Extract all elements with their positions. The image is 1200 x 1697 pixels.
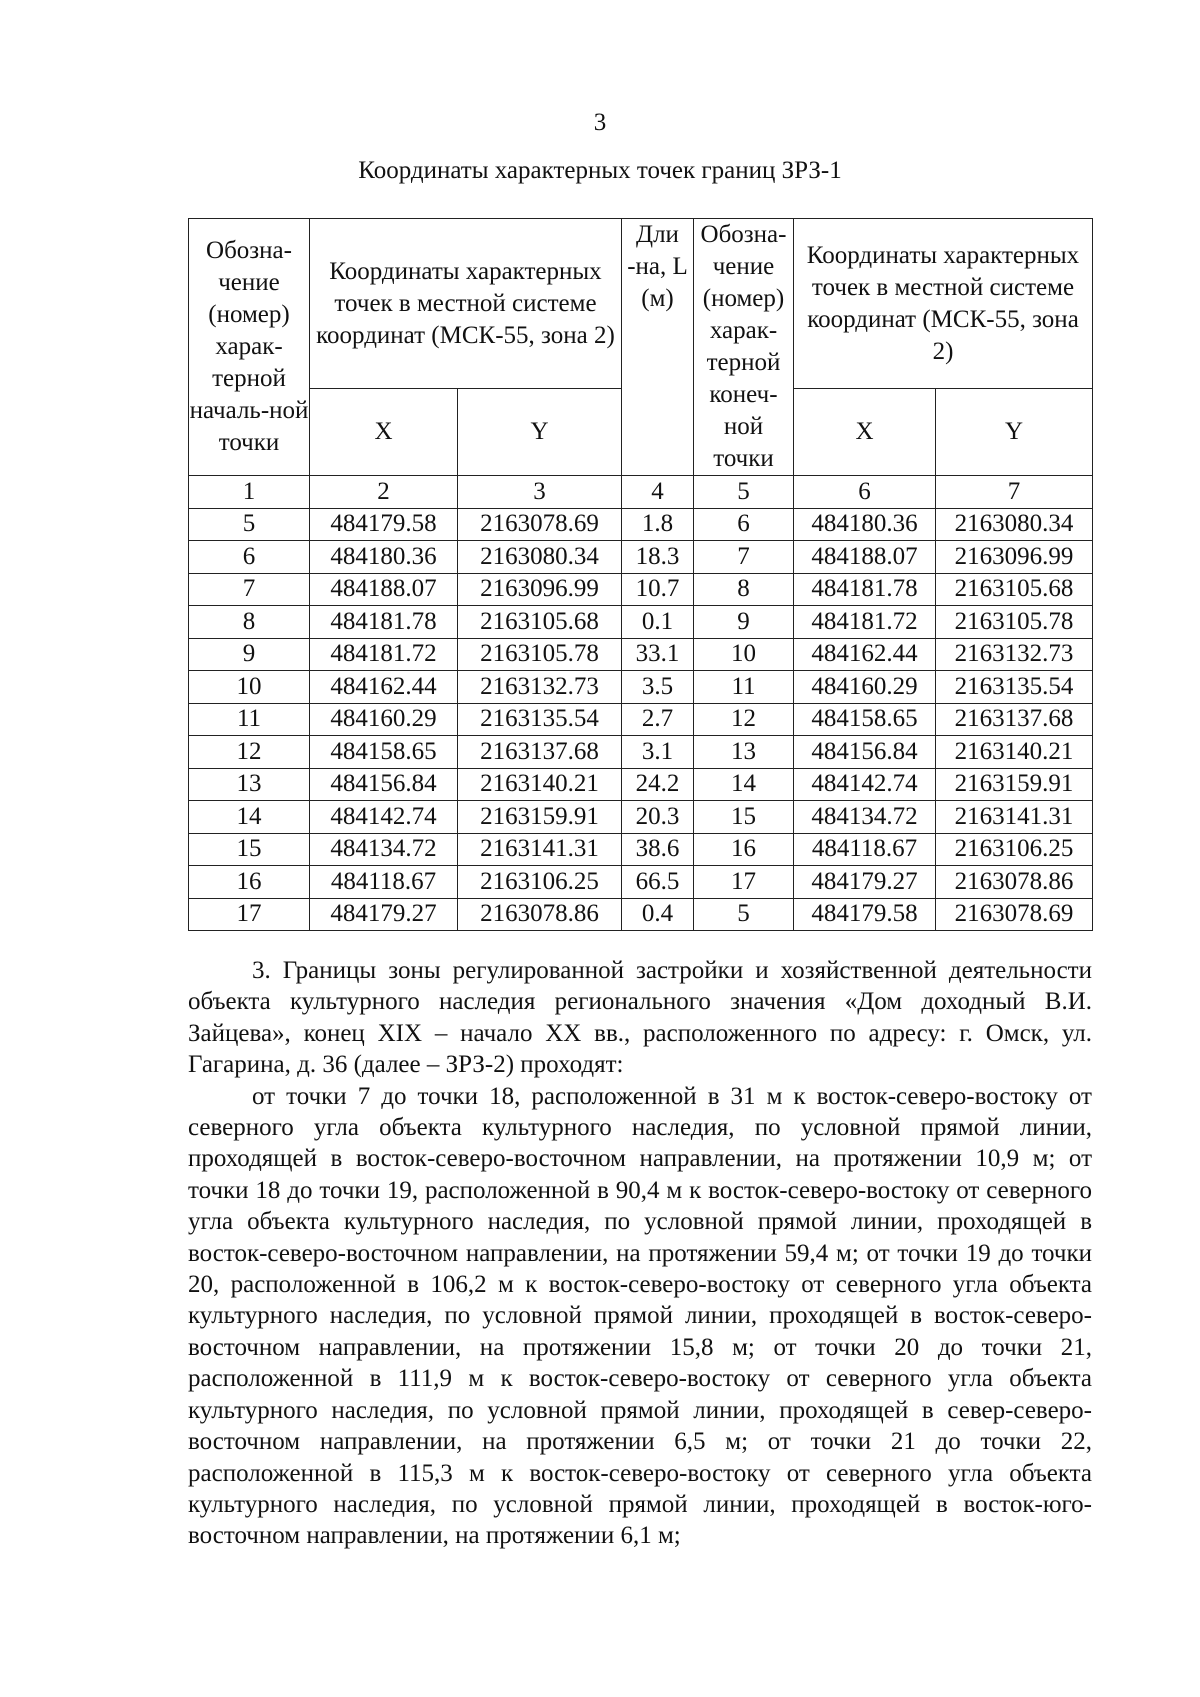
y-end-cell: 2163106.25 <box>936 833 1093 866</box>
coordinates-table <box>188 218 1093 931</box>
start-point-cell: 11 <box>189 703 310 736</box>
table-body <box>189 508 1093 931</box>
x-end-cell: 484181.72 <box>794 606 936 639</box>
x-end-cell: 484179.58 <box>794 898 936 931</box>
y-end-cell: 2163135.54 <box>936 671 1093 704</box>
y-start-cell: 2163096.99 <box>458 573 622 606</box>
end-point-cell: 12 <box>694 703 794 736</box>
length-cell: 3.5 <box>622 671 694 704</box>
start-point-cell: 8 <box>189 606 310 639</box>
x-end-cell: 484142.74 <box>794 768 936 801</box>
start-point-cell: 13 <box>189 768 310 801</box>
start-point-cell: 15 <box>189 833 310 866</box>
length-cell: 1.8 <box>622 508 694 541</box>
x-start-cell: 484181.72 <box>310 638 458 671</box>
header-length: Дли -на, L (м) <box>622 219 694 476</box>
end-point-cell: 5 <box>694 898 794 931</box>
x-end-cell: 484160.29 <box>794 671 936 704</box>
y-start-cell: 2163159.91 <box>458 801 622 834</box>
start-point-cell: 16 <box>189 866 310 899</box>
x-end-cell: 484180.36 <box>794 508 936 541</box>
table-row <box>189 573 1093 606</box>
x-end-cell: 484181.78 <box>794 573 936 606</box>
x-start-cell: 484160.29 <box>310 703 458 736</box>
x-end-cell: 484134.72 <box>794 801 936 834</box>
page-number: 3 <box>593 109 607 136</box>
table-row <box>189 671 1093 704</box>
table-row <box>189 541 1093 574</box>
y-end-cell: 2163140.21 <box>936 736 1093 769</box>
y-start-cell: 2163080.34 <box>458 541 622 574</box>
column-number: 4 <box>622 476 694 509</box>
column-number: 6 <box>794 476 936 509</box>
start-point-cell: 17 <box>189 898 310 931</box>
x-start-cell: 484118.67 <box>310 866 458 899</box>
end-point-cell: 17 <box>694 866 794 899</box>
x-end-cell: 484118.67 <box>794 833 936 866</box>
end-point-cell: 11 <box>694 671 794 704</box>
x-end-cell: 484179.27 <box>794 866 936 899</box>
end-point-cell: 7 <box>694 541 794 574</box>
y-start-cell: 2163137.68 <box>458 736 622 769</box>
y-start-cell: 2163078.86 <box>458 898 622 931</box>
y-end-cell: 2163078.69 <box>936 898 1093 931</box>
column-number: 3 <box>458 476 622 509</box>
length-cell: 38.6 <box>622 833 694 866</box>
x-end-cell: 484156.84 <box>794 736 936 769</box>
y-end-cell: 2163159.91 <box>936 768 1093 801</box>
y-start-cell: 2163105.78 <box>458 638 622 671</box>
x-start-cell: 484158.65 <box>310 736 458 769</box>
length-cell: 0.4 <box>622 898 694 931</box>
length-cell: 33.1 <box>622 638 694 671</box>
end-point-cell: 6 <box>694 508 794 541</box>
table-row <box>189 801 1093 834</box>
end-point-cell: 16 <box>694 833 794 866</box>
header-start-point: Обозна-чение (номер) харак-терной началь-ной точки <box>189 219 310 476</box>
paragraph-section-3: 3. Границы зоны регулированной застройки и хозяйственной деятельности объекта культурного наследия регионального значения «Дом доходный В.И. Зайцева», конец XIX – начало XX вв., расположенного по адресу: г. Омск, ул. Гагарина, д. 36 (далее – ЗРЗ-2) проходят: <box>188 957 1092 1079</box>
table-row <box>189 833 1093 866</box>
x-start-cell: 484188.07 <box>310 573 458 606</box>
x-start-cell: 484162.44 <box>310 671 458 704</box>
y-start-cell: 2163106.25 <box>458 866 622 899</box>
start-point-cell: 6 <box>189 541 310 574</box>
y-start-cell: 2163141.31 <box>458 833 622 866</box>
body-text <box>188 955 1092 1552</box>
end-point-cell: 8 <box>694 573 794 606</box>
x-start-cell: 484134.72 <box>310 833 458 866</box>
length-cell: 0.1 <box>622 606 694 639</box>
x-end-cell: 484158.65 <box>794 703 936 736</box>
x-start-cell: 484156.84 <box>310 768 458 801</box>
header-x-end: X <box>794 389 936 476</box>
x-start-cell: 484179.27 <box>310 898 458 931</box>
table-row <box>189 703 1093 736</box>
start-point-cell: 14 <box>189 801 310 834</box>
header-coords-start: Координаты характерных точек в местной системе координат (МСК-55, зона 2) <box>310 219 622 389</box>
column-number: 5 <box>694 476 794 509</box>
header-end-point: Обозна-чение (номер) харак-терной конеч-ной точки <box>694 219 794 476</box>
y-end-cell: 2163078.86 <box>936 866 1093 899</box>
y-start-cell: 2163105.68 <box>458 606 622 639</box>
table-row <box>189 508 1093 541</box>
y-start-cell: 2163078.69 <box>458 508 622 541</box>
start-point-cell: 10 <box>189 671 310 704</box>
length-cell: 66.5 <box>622 866 694 899</box>
length-cell: 20.3 <box>622 801 694 834</box>
length-cell: 24.2 <box>622 768 694 801</box>
end-point-cell: 14 <box>694 768 794 801</box>
column-number: 7 <box>936 476 1093 509</box>
start-point-cell: 5 <box>189 508 310 541</box>
table-row <box>189 638 1093 671</box>
y-end-cell: 2163096.99 <box>936 541 1093 574</box>
start-point-cell: 7 <box>189 573 310 606</box>
end-point-cell: 15 <box>694 801 794 834</box>
header-y-start: Y <box>458 389 622 476</box>
table-row <box>189 606 1093 639</box>
paragraph-route: от точки 7 до точки 18, расположенной в 31 м к восток-северо-востоку от северного угла объекта культурного наследия, по условной прямой линии, проходящей в восток-северо-восточном направлении, на протяжении 10,9 м; от точки 18 до точки 19, расположенной в 90,4 м к восток-северо-востоку от северного угла объекта культурного наследия, по условной прямой линии, проходящей в восток-северо-восточном направлении, на протяжении 59,4 м; от точки 19 до точки 20, расположенной в 106,2 м к восток-северо-востоку от северного угла объекта культурного наследия, по условной прямой линии, проходящей в восток-северо-восточном направлении, на протяжении 15,8 м; от точки 20 до точки 21, расположенной в 111,9 м к восток-северо-востоку от северного угла объекта культурного наследия, по условной прямой линии, проходящей в север-северо-восточном направлении, на протяжении 6,5 м; от точки 21 до точки 22, расположенной в 115,3 м к восток-северо-востоку от северного угла объекта культурного наследия, по условной прямой линии, проходящей в восток-юго-восточном направлении, на протяжении 6,1 м; <box>188 1082 1092 1550</box>
header-y-end: Y <box>936 389 1093 476</box>
y-start-cell: 2163132.73 <box>458 671 622 704</box>
length-cell: 3.1 <box>622 736 694 769</box>
end-point-cell: 9 <box>694 606 794 639</box>
y-end-cell: 2163105.78 <box>936 606 1093 639</box>
column-number: 1 <box>189 476 310 509</box>
y-end-cell: 2163080.34 <box>936 508 1093 541</box>
end-point-cell: 13 <box>694 736 794 769</box>
table-title: Координаты характерных точек границ ЗРЗ-1 <box>358 157 842 184</box>
length-cell: 18.3 <box>622 541 694 574</box>
table-row <box>189 898 1093 931</box>
x-start-cell: 484179.58 <box>310 508 458 541</box>
y-start-cell: 2163135.54 <box>458 703 622 736</box>
y-end-cell: 2163105.68 <box>936 573 1093 606</box>
y-end-cell: 2163132.73 <box>936 638 1093 671</box>
end-point-cell: 10 <box>694 638 794 671</box>
column-number-row <box>189 476 1093 509</box>
y-end-cell: 2163141.31 <box>936 801 1093 834</box>
start-point-cell: 12 <box>189 736 310 769</box>
length-cell: 2.7 <box>622 703 694 736</box>
x-start-cell: 484181.78 <box>310 606 458 639</box>
header-x-start: X <box>310 389 458 476</box>
column-number: 2 <box>310 476 458 509</box>
table-row <box>189 768 1093 801</box>
x-start-cell: 484180.36 <box>310 541 458 574</box>
table-row <box>189 736 1093 769</box>
y-end-cell: 2163137.68 <box>936 703 1093 736</box>
x-start-cell: 484142.74 <box>310 801 458 834</box>
header-coords-end: Координаты характерных точек в местной системе координат (МСК-55, зона 2) <box>794 219 1093 389</box>
y-start-cell: 2163140.21 <box>458 768 622 801</box>
length-cell: 10.7 <box>622 573 694 606</box>
x-end-cell: 484162.44 <box>794 638 936 671</box>
x-end-cell: 484188.07 <box>794 541 936 574</box>
table-row <box>189 866 1093 899</box>
start-point-cell: 9 <box>189 638 310 671</box>
